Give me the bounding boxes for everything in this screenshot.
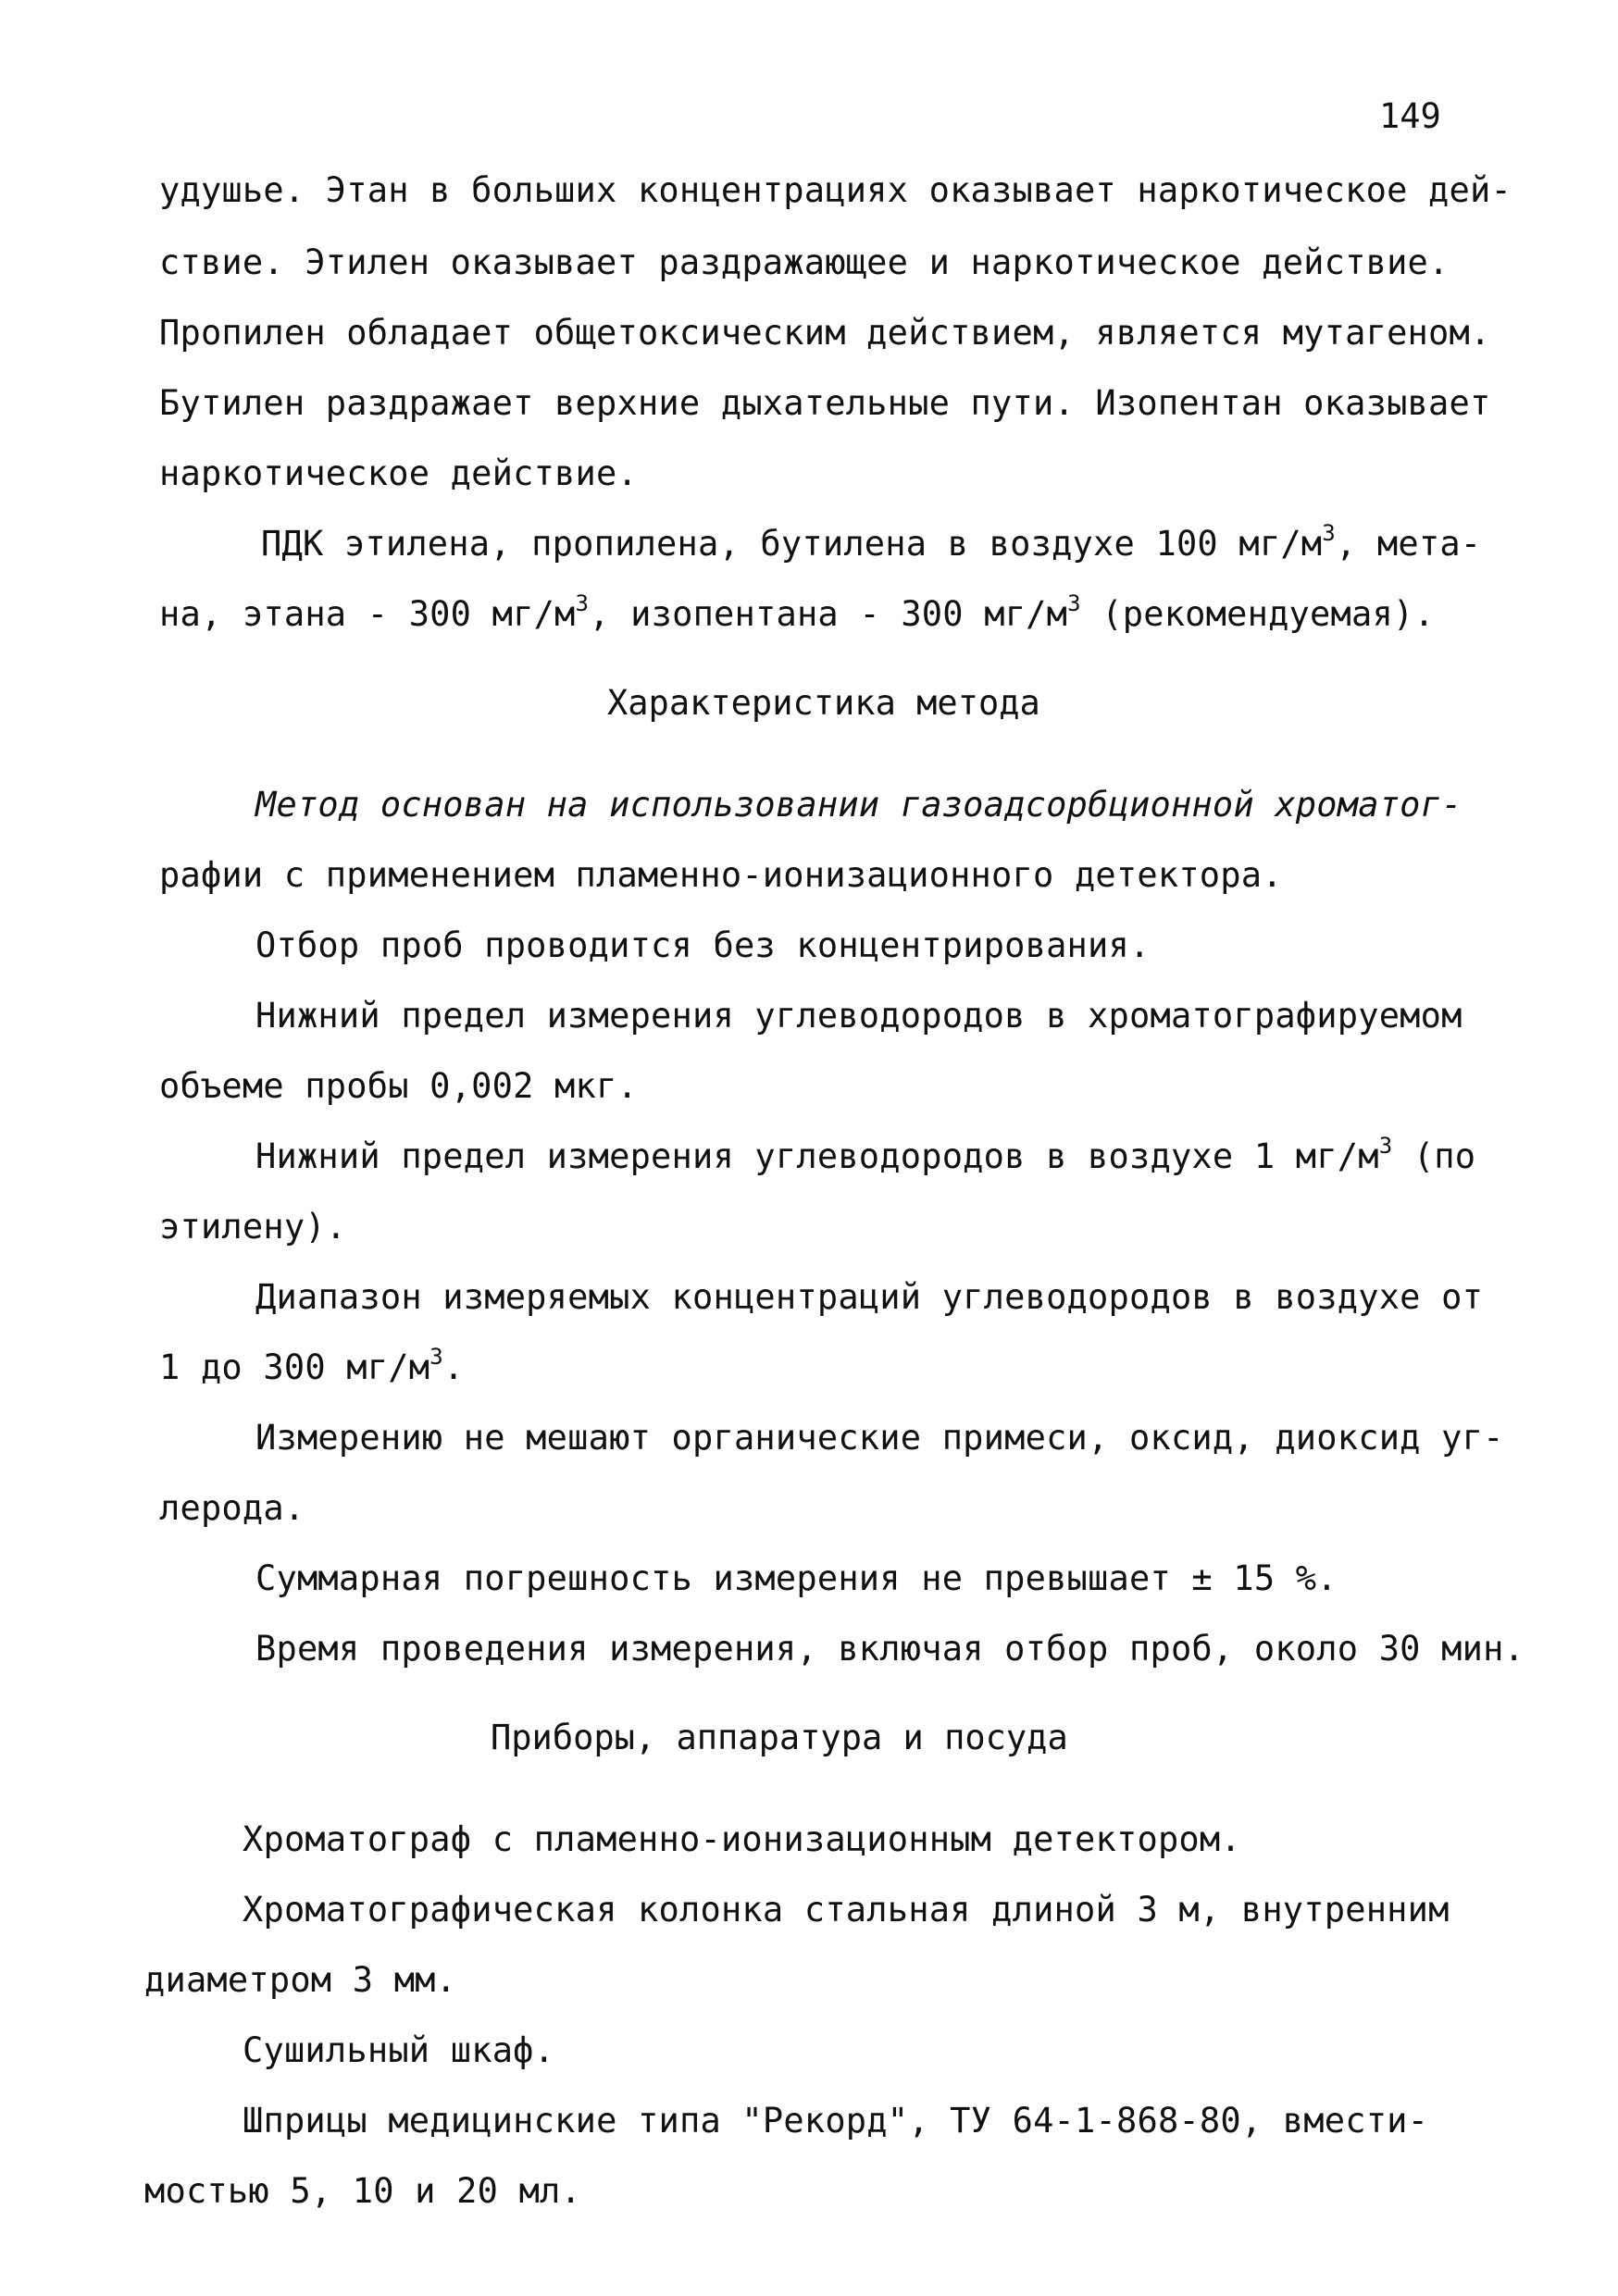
section-heading-method: Характеристика метода <box>607 683 1040 723</box>
page-number: 149 <box>1379 96 1441 136</box>
text-line: лерода. <box>159 1488 305 1528</box>
text-line: Диапазон измеряемых концентраций углеводородов в воздухе от <box>255 1277 1484 1317</box>
text-line: Суммарная погрешность измерения не превышает ± 15 %. <box>255 1558 1338 1598</box>
pdk-line-1: ПДК этилена, пропилена, бутилена в воздухе 100 $мг/м^3$, мета- <box>261 520 1482 564</box>
text-line: удушье. Этан в больших концентрациях оказывает наркотическое дей- <box>159 170 1512 210</box>
text-line: Шприцы медицинские типа "Рекорд", ТУ 64-1-868-80, вмести- <box>243 2101 1429 2141</box>
text-line: Нижний предел измерения углеводородов в воздухе 1 $мг/м^3$ (по <box>255 1133 1476 1176</box>
text-line: Хроматограф с пламенно-ионизационным детектором. <box>243 1819 1241 1859</box>
text-line: мостью 5, 10 и 20 мл. <box>144 2171 581 2211</box>
text-line: Измерению не мешают органические примеси, оксид, диоксид уг- <box>255 1418 1504 1458</box>
text-line: Бутилен раздражает верхние дыхательные пути. Изопентан оказывает <box>159 383 1491 423</box>
text-line: Пропилен обладает общетоксическим действием, является мутагеном. <box>159 313 1491 353</box>
text-line: Метод основан на использовании газоадсорбционной хроматог- <box>255 785 1462 825</box>
text-line: диаметром 3 мм. <box>144 1960 457 2000</box>
text-line: Время проведения измерения, включая отбор проб, около 30 мин. <box>255 1629 1525 1669</box>
text-line: ствие. Этилен оказывает раздражающее и наркотическое действие. <box>159 242 1450 282</box>
section-heading-equipment: Приборы, аппаратура и посуда <box>491 1718 1068 1757</box>
text-line: рафии с применением пламенно-ионизационного детектора. <box>159 855 1283 895</box>
text-line: Сушильный шкаф. <box>243 2030 555 2070</box>
text-line: 1 до 300 $мг/м^3$. <box>159 1344 465 1387</box>
text-line: Нижний предел измерения углеводородов в хроматографируемом <box>255 996 1462 1036</box>
text-line: Хроматографическая колонка стальная длиной 3 м, внутренним <box>243 1890 1450 1930</box>
text-line: этилену). <box>159 1207 347 1247</box>
text-line: объеме пробы 0,002 мкг. <box>159 1066 638 1106</box>
text-line: Отбор проб проводится без концентрирования. <box>255 925 1151 965</box>
text-line: наркотическое действие. <box>159 453 638 493</box>
pdk-line-2: на, этана - 300 $мг/м^3$, изопентана - 300 $мг/м^3$ (рекомендуемая). <box>159 590 1435 634</box>
